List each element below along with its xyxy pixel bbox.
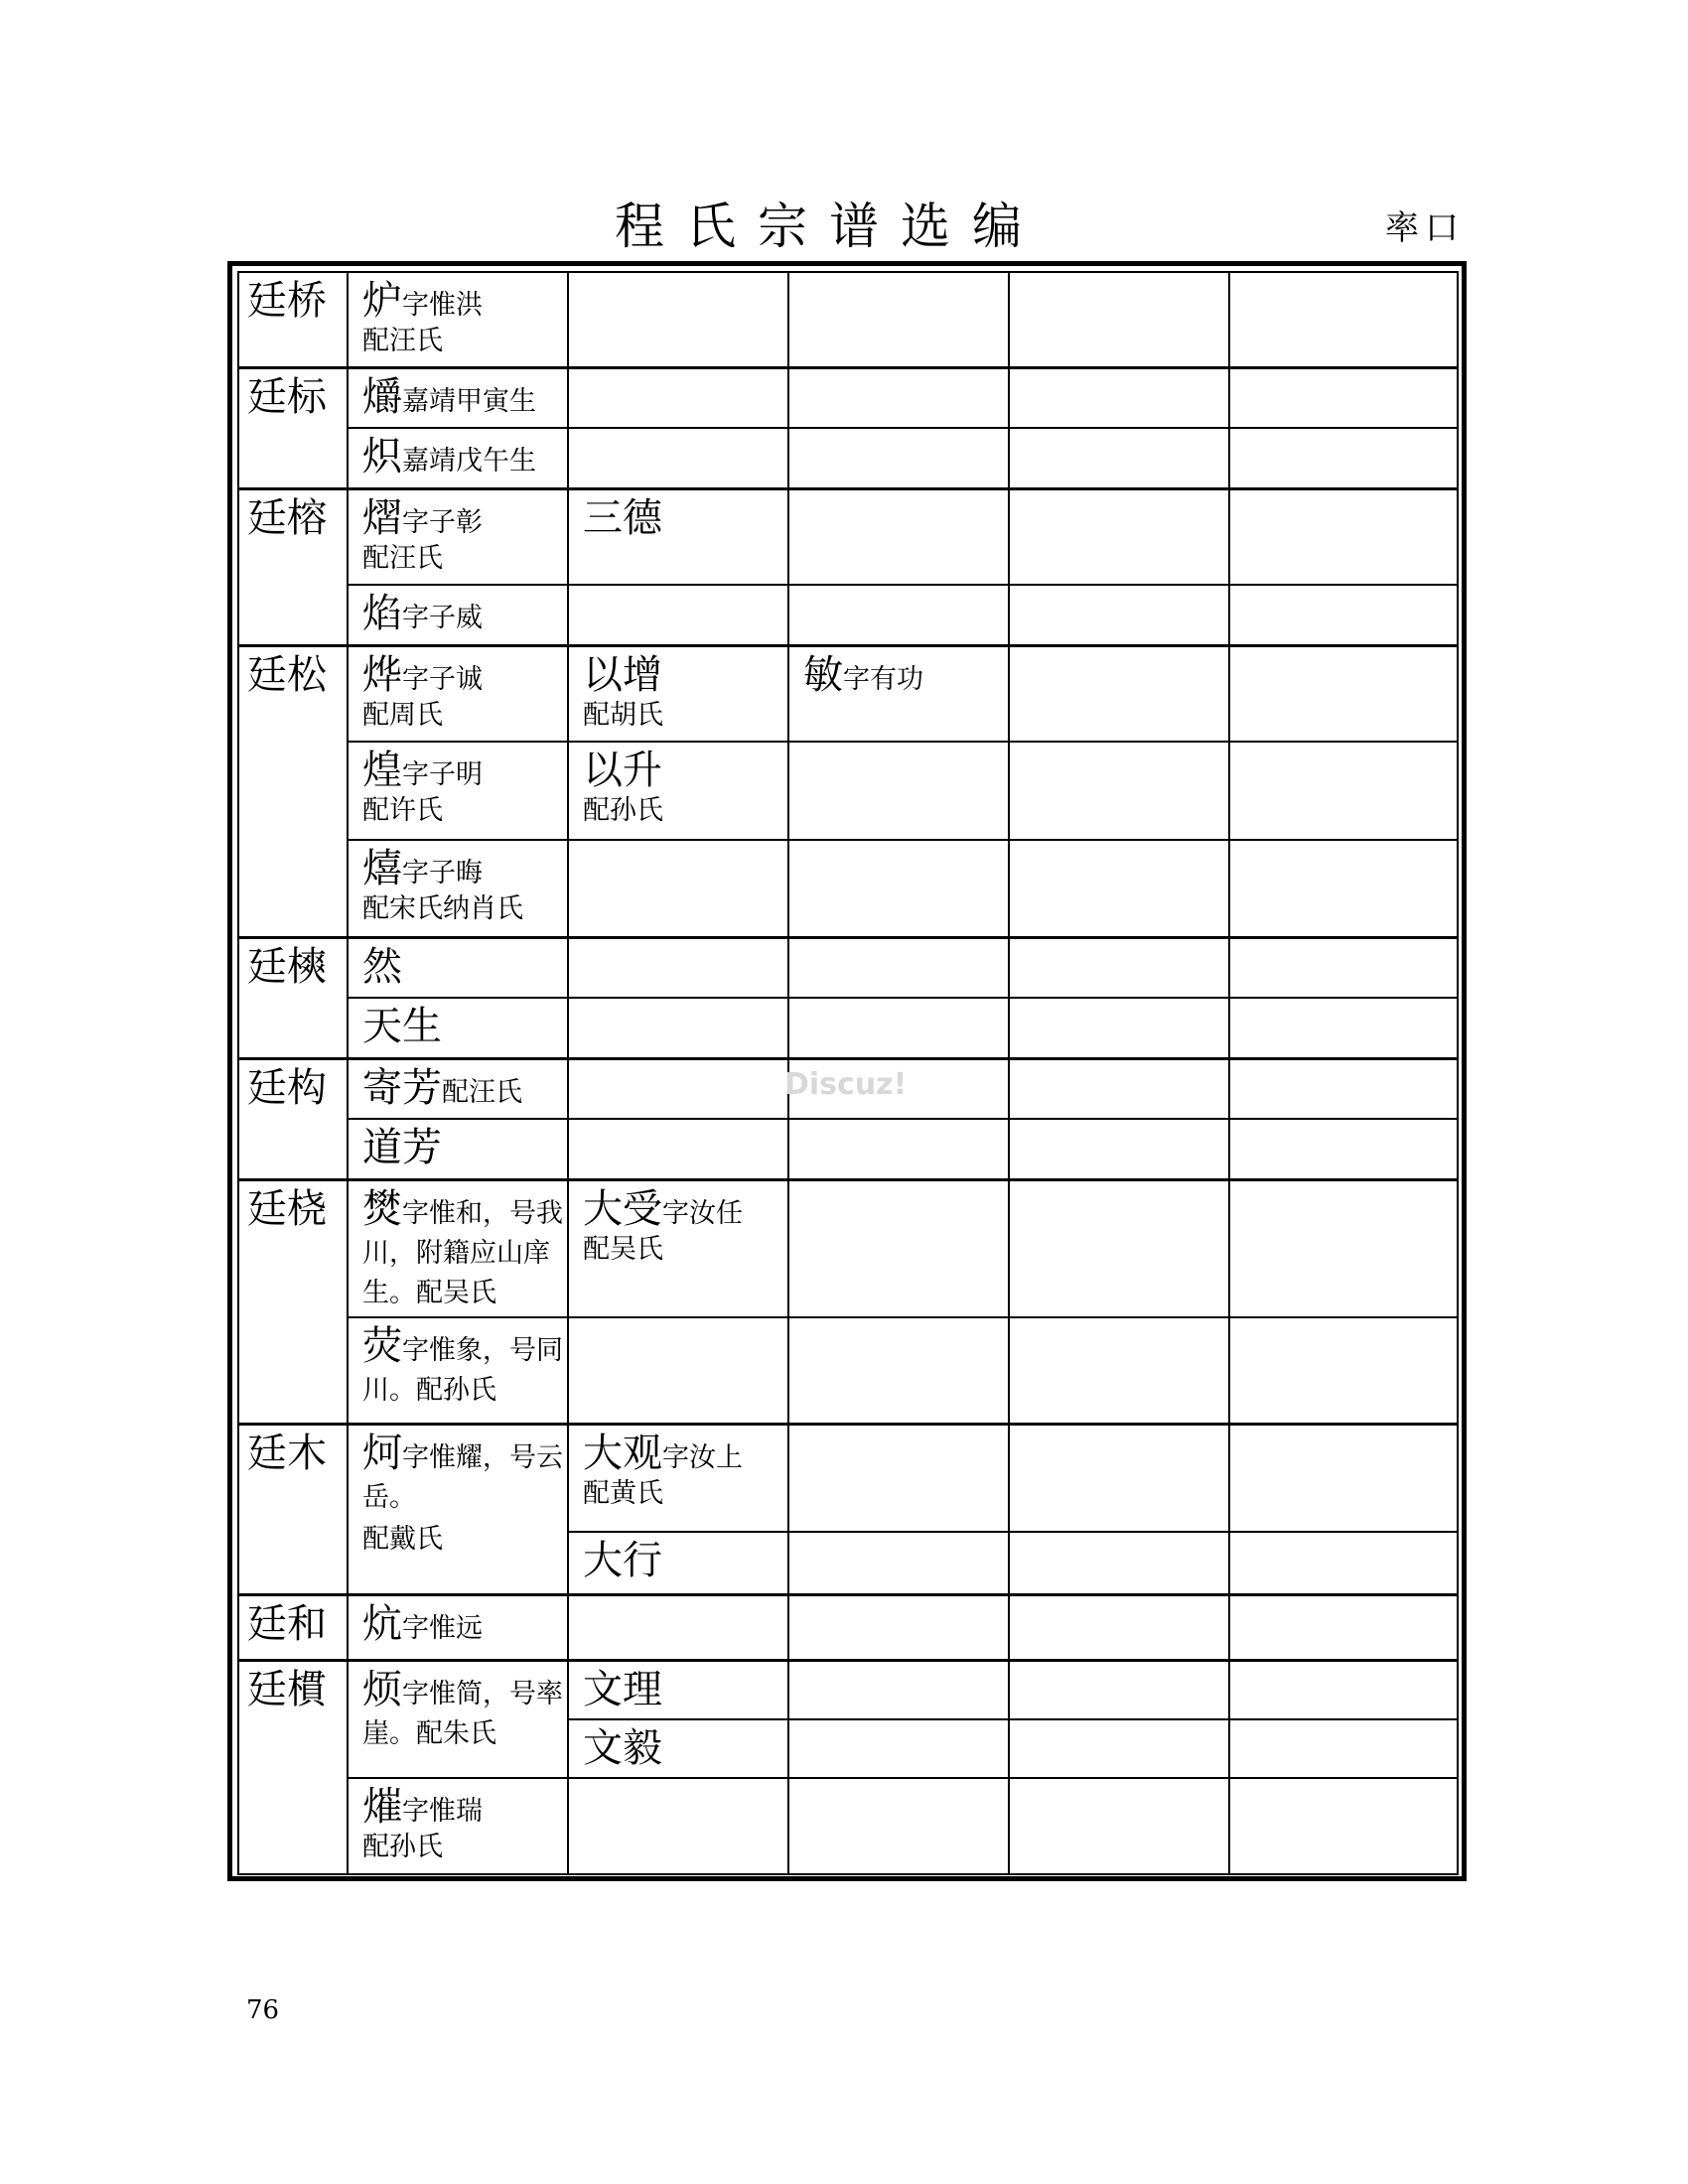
person-name: 文毅 [583,1724,662,1771]
empty-cell [568,1058,788,1119]
empty-cell [1009,367,1229,428]
empty-cell [1009,1425,1229,1532]
person-name: 大行 [583,1537,662,1583]
person-note: 字汝任 [662,1197,743,1229]
person-name: 以升 [583,748,662,793]
name-cell [348,1661,568,1778]
spouse-note: 配胡氏 [583,699,663,731]
name-cell [568,645,788,742]
name-cell [568,488,788,585]
name-cell [348,367,568,428]
person-name: 天生 [362,1004,442,1049]
name-cell [348,1778,568,1874]
spouse-note: 配宋氏纳肖氏 [362,893,523,924]
empty-cell [1009,1719,1229,1778]
person-note: 字惟洪 [402,290,483,321]
generation-cell: 廷桥 [238,272,348,367]
person-name: 炽 [362,434,402,479]
empty-cell [1229,585,1458,645]
name-cell [348,1058,568,1119]
empty-cell [788,1595,1009,1661]
empty-cell [1229,1119,1458,1179]
generation-cell: 廷木 [238,1425,348,1595]
person-note: 字子威 [402,603,483,633]
empty-cell [1229,272,1458,367]
spouse-note: 配孙氏 [362,1831,443,1862]
empty-cell [568,367,788,428]
person-name: 荧 [362,1322,402,1369]
empty-cell [788,1532,1009,1595]
person-name: 以增 [583,651,662,698]
empty-cell [1229,1532,1458,1595]
person-note: 字汝上 [662,1442,743,1473]
generation-cell: 廷桡 [238,1179,348,1425]
generation-cell: 廷樉 [238,937,348,1058]
empty-cell [1229,1058,1458,1119]
person-name: 熠 [362,494,402,541]
empty-cell [1009,937,1229,998]
name-cell [568,1719,788,1778]
empty-cell [1009,742,1229,840]
person-name: 炕 [362,1601,402,1647]
spouse-note: 配周氏 [362,699,443,731]
person-name: 大观 [583,1431,662,1476]
person-note: 字子诚 [402,663,483,695]
empty-cell [568,428,788,488]
name-cell [348,1179,568,1317]
person-name: 炉 [362,278,402,324]
empty-cell [788,272,1009,367]
name-cell [348,937,568,998]
empty-cell [788,1778,1009,1874]
empty-cell [568,937,788,998]
person-name: 煌 [362,748,402,793]
page-number: 76 [246,1995,280,2025]
empty-cell [788,585,1009,645]
empty-cell [1229,1317,1458,1425]
person-note: 嘉靖甲寅生 [402,385,536,417]
generation-cell: 廷构 [238,1058,348,1179]
table-row [238,1119,1458,1179]
name-cell [348,1425,568,1595]
watermark: Discuz! [784,1067,908,1102]
empty-cell [1229,998,1458,1058]
generation-cell: 廷樌 [238,1661,348,1874]
name-cell [568,1661,788,1719]
table-row [238,1661,1458,1719]
person-name: 烨 [362,651,402,698]
generation-cell: 廷标 [238,367,348,488]
person-note: 字子彰 [402,506,483,538]
table-row [238,742,1458,840]
person-note: 嘉靖戊午生 [402,446,536,477]
name-cell [348,272,568,367]
person-note: 字惟瑞 [402,1795,483,1827]
name-cell [348,998,568,1058]
empty-cell [1009,1778,1229,1874]
empty-cell [1009,488,1229,585]
empty-cell [1009,1532,1229,1595]
empty-cell [568,272,788,367]
empty-cell [1009,428,1229,488]
name-cell [348,488,568,585]
name-cell [348,645,568,742]
person-note: 配汪氏 [442,1076,522,1108]
empty-cell [1229,428,1458,488]
person-name: 大受 [583,1185,662,1232]
empty-cell [788,367,1009,428]
empty-cell [568,1119,788,1179]
table-row [238,367,1458,428]
name-cell [348,1317,568,1425]
person-name: 燓 [362,1185,402,1232]
person-note: 字惟耀，号云岳。 [362,1442,563,1513]
name-cell [348,1595,568,1661]
name-cell [568,1179,788,1317]
table-row [238,645,1458,742]
table-row [238,272,1458,367]
person-note: 字惟象，号同川。配孙氏 [362,1334,563,1406]
person-name: 然 [362,943,402,990]
empty-cell [788,428,1009,488]
empty-cell [788,1179,1009,1317]
name-cell [348,585,568,645]
empty-cell [788,742,1009,840]
spouse-note: 配戴氏 [362,1524,443,1555]
empty-cell [1009,1595,1229,1661]
empty-cell [568,998,788,1058]
person-name: 熣 [362,1783,402,1830]
spouse-note: 配汪氏 [362,542,443,574]
empty-cell [1009,585,1229,645]
empty-cell [1229,1719,1458,1778]
empty-cell [1229,1661,1458,1719]
place-label: 率口 [1385,208,1465,248]
table-row [238,937,1458,998]
empty-cell [568,585,788,645]
empty-cell [788,1661,1009,1719]
name-cell [348,840,568,937]
spouse-note: 配吴氏 [583,1233,663,1265]
name-cell [348,1119,568,1179]
person-note: 字惟远 [402,1613,483,1644]
name-cell [348,428,568,488]
person-name: 道芳 [362,1125,442,1170]
person-note: 字惟简，号率崖。配朱氏 [362,1679,563,1749]
empty-cell [1229,1595,1458,1661]
empty-cell [568,840,788,937]
generation-cell: 廷和 [238,1595,348,1661]
empty-cell [1009,1058,1229,1119]
table-row [238,1595,1458,1661]
empty-cell [788,488,1009,585]
empty-cell [1229,488,1458,585]
table-row [238,840,1458,937]
empty-cell [788,840,1009,937]
person-name: 寄芳 [362,1064,442,1111]
person-note: 字子晦 [402,858,483,888]
table-row [238,428,1458,488]
generation-cell: 廷松 [238,645,348,937]
table-row [238,1778,1458,1874]
person-name: 敏 [803,651,843,698]
empty-cell [568,1317,788,1425]
empty-cell [788,937,1009,998]
name-cell [788,645,1009,742]
table-row [238,585,1458,645]
person-name: 三德 [583,494,662,541]
person-name: 文理 [583,1667,662,1712]
person-note: 字有功 [843,663,923,695]
empty-cell [568,1778,788,1874]
person-name: 焰 [362,591,402,636]
empty-cell [1229,742,1458,840]
empty-cell [1009,1661,1229,1719]
page-title: 程氏宗谱选编 [615,198,1044,255]
spouse-note: 配汪氏 [362,326,443,356]
empty-cell [1229,645,1458,742]
spouse-note: 配孙氏 [583,795,663,826]
person-name: 熺 [362,846,402,891]
empty-cell [1229,1778,1458,1874]
empty-cell [788,1119,1009,1179]
empty-cell [1009,272,1229,367]
empty-cell [1229,1179,1458,1317]
empty-cell [1009,1119,1229,1179]
empty-cell [788,1425,1009,1532]
empty-cell [1009,645,1229,742]
person-name: 烦 [362,1667,402,1712]
name-cell [568,1425,788,1532]
empty-cell [788,1719,1009,1778]
table-row [238,488,1458,585]
spouse-note: 配黄氏 [583,1478,663,1509]
name-cell [568,742,788,840]
person-note: 字惟和，号我川，附籍应山庠生。配吴氏 [362,1197,563,1308]
empty-cell [1009,840,1229,937]
empty-cell [1009,1317,1229,1425]
person-note: 字子明 [402,759,483,790]
name-cell [348,742,568,840]
table-row [238,1425,1458,1532]
empty-cell [1009,1179,1229,1317]
empty-cell [1229,840,1458,937]
table-row [238,998,1458,1058]
empty-cell [1229,1425,1458,1532]
spouse-note: 配许氏 [362,795,443,826]
generation-cell: 廷榕 [238,488,348,645]
empty-cell [568,1595,788,1661]
table-row [238,1317,1458,1425]
table-row [238,1179,1458,1317]
person-name: 炣 [362,1431,402,1476]
empty-cell [788,1317,1009,1425]
empty-cell [1229,367,1458,428]
empty-cell [788,998,1009,1058]
name-cell [568,1532,788,1595]
person-name: 爝 [362,373,402,420]
empty-cell [1229,937,1458,998]
empty-cell [1009,998,1229,1058]
